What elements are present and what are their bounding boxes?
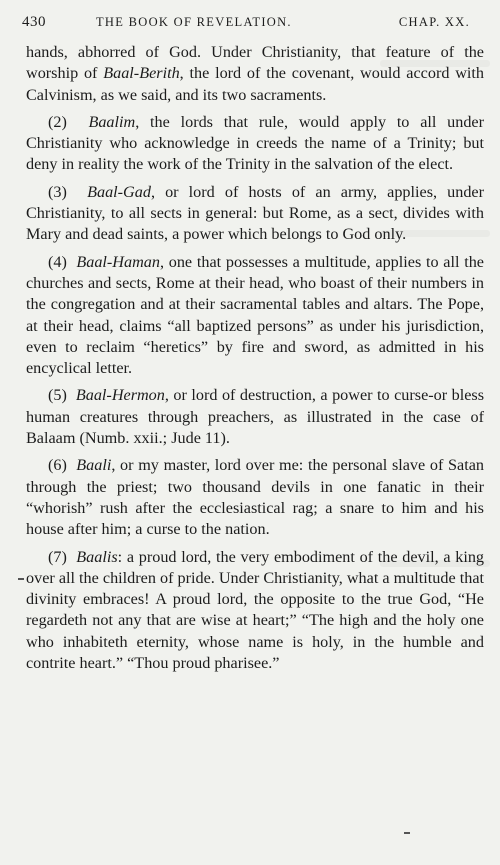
running-header	[22, 14, 470, 34]
term: Baal-Haman	[76, 252, 160, 271]
term: Baali	[76, 456, 112, 475]
paragraph-baali: (6) Baali, or my master, lord over me: the personal slave of Satan through the priest; two thousand devils in one fanatic in their “whorish” rush after the ecclesiastical rag; a snare to him and his house after him; a curse to the nation.	[26, 456, 485, 539]
paragraph-number: (2)	[48, 112, 67, 131]
term: Baalis	[76, 547, 118, 566]
paragraph-number: (6)	[48, 456, 67, 475]
paragraph-number: (7)	[48, 547, 67, 566]
paragraph-baalim: (2) Baalim, the lords that rule, would apply to all under Christianity who acknowledge in creeds the name of a Trinity; but deny in reality the work of the Trinity in the salvation of the elect.	[26, 112, 485, 174]
term: Baal-Berith	[103, 64, 180, 83]
paragraph-number: (3)	[48, 182, 67, 201]
paragraph-baal-haman: (4) Baal-Haman, one that possesses a multitude, applies to all the churches and sects, Rome at their head, who boast of their numbers in the congregation and at their sacramental tables and altars. The Pope, at their head, claims “all baptized persons” as under his jurisdiction, even to reclaim “heretics” by fire and sword, as admitted in his encyclical letter.	[26, 252, 484, 378]
bleed-through	[380, 560, 490, 567]
paragraph-number: (5)	[48, 386, 67, 405]
print-mark	[404, 832, 410, 834]
paragraph-number: (4)	[48, 252, 67, 271]
term: Baal-Gad	[87, 182, 151, 201]
term: Baal-Hermon	[75, 386, 165, 405]
page-body	[26, 42, 484, 680]
paragraph-baal-gad: (3) Baal-Gad, or lord of hosts of an army, applies, under Christianity, to all sects in general: but Rome, as a sect, divides with Mary and dead saints, a power which belongs to God only.	[26, 182, 485, 244]
chapter-label: CHAP. XX.	[398, 15, 470, 29]
paragraph-continuation: hands, abhorred of God. Under Christianity, that feature of the worship of Baal-Berith, the lord of the covenant, would accord with Calvinism, as we said, and its two sacraments.	[26, 43, 484, 104]
term: Baalim	[88, 112, 136, 131]
paragraph-baal-hermon: (5) Baal-Hermon, or lord of destruction, a power to curse-or bless human creatures through preachers, as illustrated in the case of Balaam (Numb. xxii.; Jude 11).	[26, 386, 484, 448]
book-title: THE BOOK OF REVELATION.	[96, 15, 292, 29]
print-mark	[18, 578, 24, 580]
bleed-through	[380, 230, 490, 237]
bleed-through	[380, 60, 490, 67]
page-number: 430	[22, 14, 46, 30]
paragraph-baalis: (7) Baalis: a proud lord, the very embodiment of the devil, a king over all the children of pride. Under Christianity, what a multitude that divinity embraces! A proud lord, the opposite to the true God, “He regardeth not any that are wise at heart;” “The high and the holy one who inhabiteth eternity, whose name is holy, in the humble and contrite heart.” “Thou proud pharisee.”	[26, 547, 485, 673]
